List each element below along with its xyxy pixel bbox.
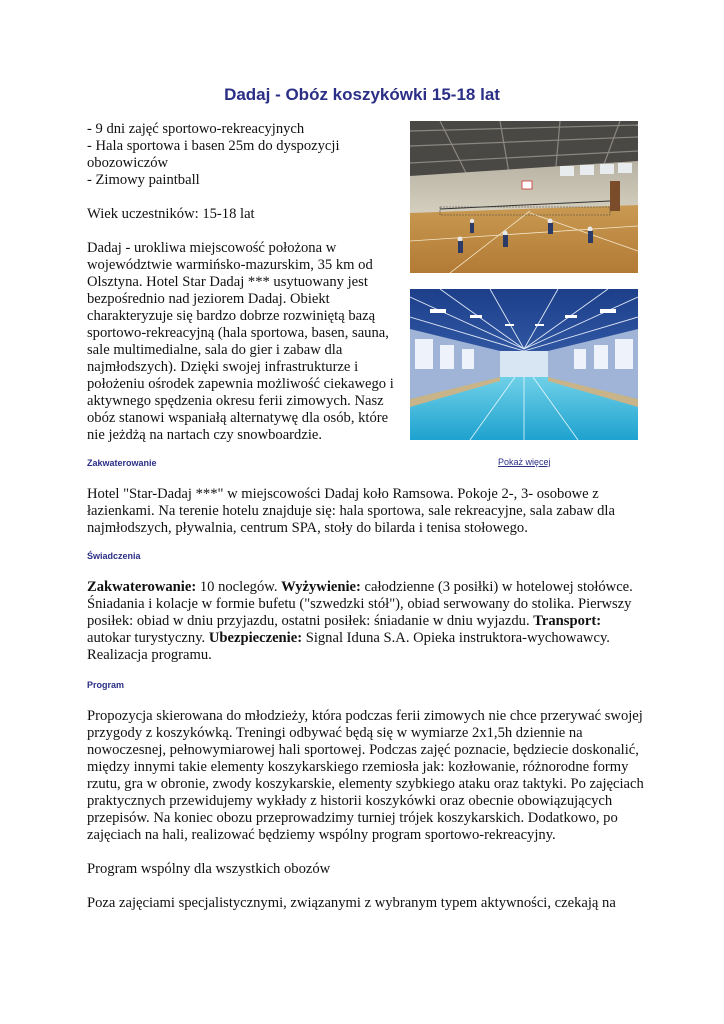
age-info: Wiek uczestników: 15-18 lat — [87, 206, 255, 222]
program-text — [87, 708, 647, 929]
section-heading-program: Program — [87, 680, 125, 690]
program-paragraph: Poza zajęciami specjalistycznymi, związanymi z wybranym typem aktywności, czekają na — [87, 895, 616, 911]
benefit-label: Transport: — [533, 613, 602, 629]
benefits-text — [87, 579, 647, 664]
page-title: Dadaj - Obóz koszykówki 15-18 lat — [224, 85, 500, 104]
section-heading-accommodation: Zakwaterowanie — [87, 458, 157, 468]
swimming-pool-photo — [410, 289, 638, 440]
benefit-value: autokar turystyczny. — [87, 630, 209, 646]
show-more-link[interactable]: Pokaż więcej — [498, 457, 551, 467]
bullet-item: - 9 dni zajęć sportowo-rekreacyjnych — [87, 121, 305, 137]
benefit-label: Wyżywienie: — [281, 579, 361, 595]
benefit-value: Signal Iduna S.A. Opieka instruktora-wychowawcy. Realizacja programu. — [87, 630, 610, 663]
bullet-item: - Hala sportowa i basen 25m do dyspozycji obozowiczów — [87, 138, 340, 171]
description: Dadaj - urokliwa miejscowość położona w województwie warmińsko-mazurskim, 35 km od Olsztyna. Hotel Star Dadaj *** usytuowany jest bezpośrednio nad jeziorem Dadaj. Obiekt charakteryzuje się bardzo dobrze rozwiniętą bazą sportowo-rekreacyjną (hala sportowa, basen, sauna, sale multimedialne, sala do gier i zabaw dla najmłodszych). Dzięki swojej infrastrukturze i położeniu ośrodek zapewnia możliwość ciekawego i aktywnego spędzenia okresu ferii zimowych. Nasz obóz stanowi wspaniałą alternatywę dla osób, które nie jeżdżą na nartach czy snowboardzie. — [87, 240, 394, 443]
section-heading-benefits: Świadczenia — [87, 551, 141, 561]
benefit-value: 10 noclegów. — [196, 579, 282, 595]
benefit-label: Ubezpieczenie: — [208, 630, 303, 646]
program-paragraph: Propozycja skierowana do młodzieży, która podczas ferii zimowych nie chce przerywać swojej przygody z koszykówką. Treningi odbywać będą się w wymiarze 2x1,5h dziennie na nowoczesnej, pełnowymiarowej hali sportowej. Podczas zajęć poznacie, będziecie doskonalić, między innymi takie elementy koszykarskiego rzemiosła jak: kozłowanie, różnorodne formy rzutu, gra w obronie, zwody koszykarskie, elementy szybkiego ataku oraz taktyki. Po zajęciach praktycznych przewidujemy wykłady z historii koszykówki oraz obecnie obowiązujących przepisów. Na koniec obozu przeprowadzimy turniej trójek koszykarskich. Dodatkowo, po zajęciach na hali, realizować będziemy wspólny program sportowo-rekreacyjny. — [87, 708, 644, 843]
benefit-label: Zakwaterowanie: — [87, 579, 197, 595]
intro-text — [87, 121, 403, 461]
program-paragraph: Program wspólny dla wszystkich obozów — [87, 861, 331, 877]
accommodation-text: Hotel "Star-Dadaj ***" w miejscowości Dadaj koło Ramsowa. Pokoje 2-, 3- osobowe z łazienkami. Na terenie hotelu znajduje się: hala sportowa, sale rekreacyjne, sala zabaw dla najmłodszych, pływalnia, centrum SPA, stoły do bilarda i tenisa stołowego. — [87, 486, 615, 536]
bullet-item: - Zimowy paintball — [87, 172, 200, 188]
sports-hall-photo — [410, 121, 638, 273]
benefit-value: całodzienne (3 posiłki) w hotelowej stołówce. Śniadania i kolacje w formie bufetu ("szwedzki stół"), obiad serwowany do stolika. Pierwszy posiłek: obiad w dniu przyjazdu, ostatni posiłek: śniadanie w dniu wyjazdu. — [87, 579, 633, 629]
